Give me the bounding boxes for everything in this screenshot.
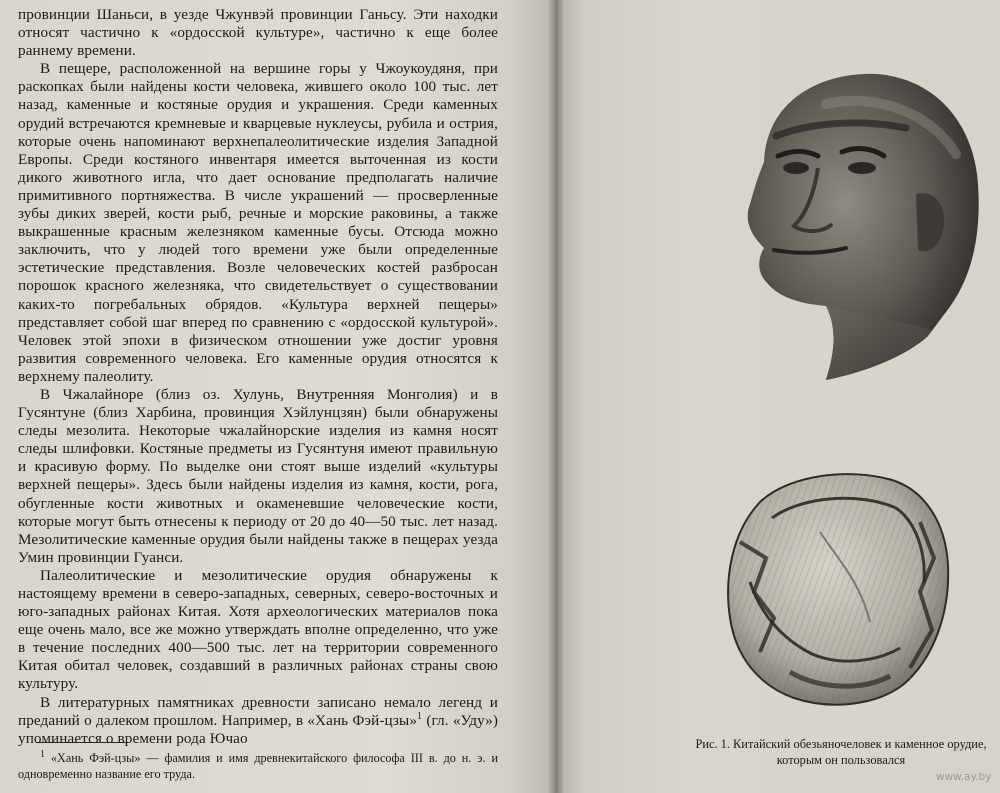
- footnote: [18, 750, 498, 782]
- book-gutter-shadow: [548, 0, 564, 793]
- footnote-body: «Хань Фэй-цзы» — фамилия и имя древнекитайского философа III в. до н. э. и одновременно название его труда.: [18, 751, 498, 781]
- text-run: (гл. «Уду») упоминается о времени рода Ючао: [18, 711, 498, 747]
- text-run: В литературных памятниках древности записано немало легенд и преданий о далеком прошлом. Например, в «Хань Фэй-цзы»: [18, 693, 498, 729]
- figure-caption: Рис. 1. Китайский обезьяночеловек и каменное орудие, которым он пользовался: [695, 737, 987, 767]
- paragraph: В Чжалайноре (близ оз. Хулунь, Внутренняя Монголия) и в Гусянтуне (близ Харбина, провинция Хэйлунцзян) были обнаружены следы мезолита. Некоторые чжалайнорские изделия из камня носят следы шлифовки. Костяные предметы из Гусянтуня имеют правильную и красивую форму. По выделке они стоят выше изделий «культуры верхней пещеры». Здесь были найдены изделия из камня, кости, рога, обугленные кости животных и окаменевшие человеческие кости, которые могут быть отнесены к периоду от 20 до 40—50 тыс. лет назад. Мезолитические каменные орудия были найдены также в пещерах уезда Умин провинции Гуанси.: [18, 385, 498, 566]
- footnote-marker: 1: [40, 748, 45, 760]
- footnote-reference: 1: [417, 710, 423, 722]
- sinanthropus-head-illustration: [706, 44, 986, 384]
- paragraph: В пещере, расположенной на вершине горы у Чжоукоудяня, при раскопках были найдены кости человека, жившего около 100 тыс. лет назад, каменные и костяные орудия и украшения. Среди каменных орудий встречаются кремневые и кварцевые нуклеусы, рубила и острия, которые очень напоминают верхнепалеолитические изделия Западной Европы. Среди костяного инвентаря имеется выточенная из кости дикого животного игла, что дает основание предполагать наличие примитивного портняжества. В числе украшений — просверленные зубы диких зверей, кости рыб, речные и морские раковины, а также выкрашенные красным железняком каменные бусы. Отсюда можно заключить, что у людей того времени уже были определенные эстетические представления. Возле человеческих костей разбросан порошок красного железняка, что свидетельствует о существовании каких-то погребальных обрядов. «Культура верхней пещеры» представляет собой шаг вперед по сравнению с «ордосской культурой». Человек этой эпохи в физическом отношении уже достиг уровня развития современного человека. Его каменные орудия относятся к верхнему палеолиту.: [18, 60, 498, 385]
- right-page: [556, 0, 1000, 793]
- watermark: www.ay.by: [936, 771, 992, 783]
- footnote-divider: [36, 742, 128, 743]
- footnote-text: [18, 750, 498, 782]
- body-text: [18, 6, 498, 748]
- paragraph-last: [18, 694, 498, 748]
- paragraph: провинции Шаньси, в уезде Чжунвэй провинции Ганьсу. Эти находки относят частично к «ордосской культуре», частично к еще более раннему времени.: [18, 6, 498, 60]
- paragraph: Палеолитические и мезолитические орудия обнаружены к настоящему времени в северо-западных, северных, северо-восточных и юго-западных районах Китая. Хотя археологических материалов пока еще очень мало, все же можно утверждать вполне определенно, что уже в течение последних 400—500 тыс. лет на территории современного Китая обитал человек, создавший в различных районах страны свою культуру.: [18, 566, 498, 693]
- stone-tool-illustration: [720, 462, 952, 712]
